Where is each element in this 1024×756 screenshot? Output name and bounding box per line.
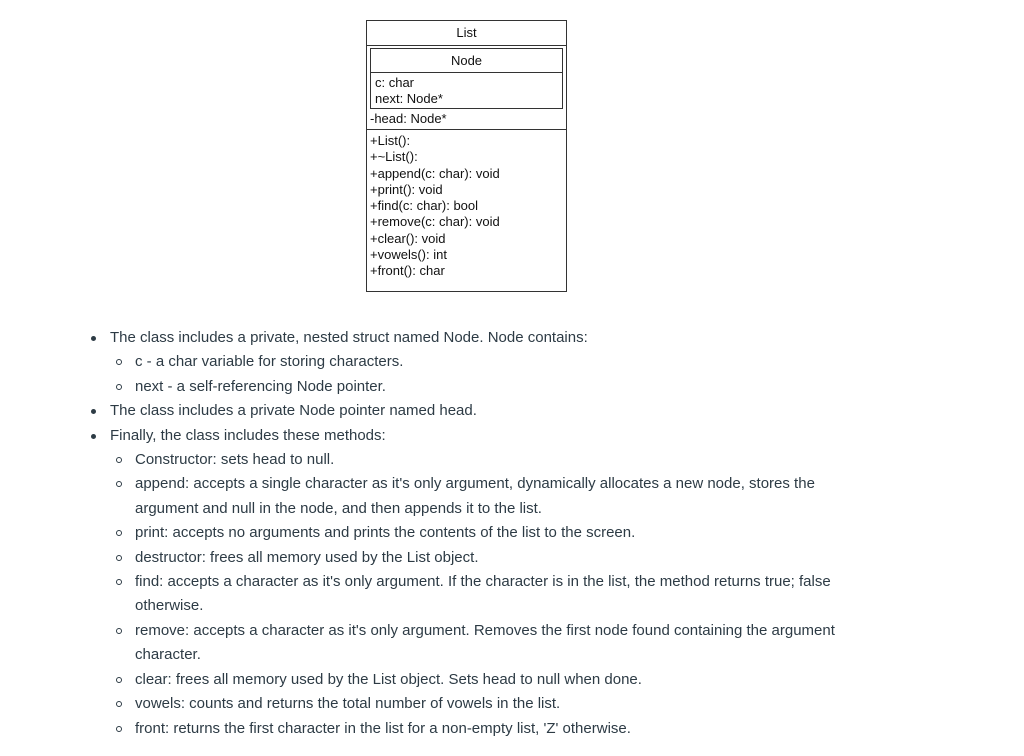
- sub-bullet: print: accepts no arguments and prints the contents of the list to the screen.: [0, 521, 1024, 545]
- nested-struct-box: [370, 48, 563, 109]
- sub-bullet: front: returns the first character in the list for a non-empty list, 'Z' otherwise.: [0, 717, 1024, 741]
- class-method: +print(): void: [370, 181, 443, 197]
- class-method: +clear(): void: [370, 230, 446, 246]
- sub-bullet: Constructor: sets head to null.: [0, 448, 1024, 472]
- class-method: +remove(c: char): void: [370, 214, 500, 230]
- class-attributes: [367, 109, 566, 130]
- class-method: +find(c: char): bool: [370, 198, 479, 214]
- class-attribute: -head: Node*: [370, 111, 447, 126]
- bullet-head-pointer: The class includes a private Node pointer named head.: [0, 399, 1024, 423]
- uml-class-diagram: [366, 20, 567, 292]
- class-method: +front(): char: [370, 263, 445, 279]
- class-methods: [367, 130, 566, 280]
- sub-bullet: c - a char variable for storing characters.: [0, 350, 1024, 374]
- bullet-methods: Finally, the class includes these methods:: [0, 424, 1024, 448]
- sub-bullet: append: accepts a single character as it's only argument, dynamically allocates a new node, stores the argument and null in the node, and then appends it to the list.: [0, 472, 1024, 521]
- nested-attribute: c: char: [375, 75, 415, 90]
- sub-bullet: destructor: frees all memory used by the List object.: [0, 546, 1024, 570]
- sub-bullet: remove: accepts a character as it's only argument. Removes the first node found containing the argument character.: [0, 619, 1024, 668]
- sub-bullet: clear: frees all memory used by the List object. Sets head to null when done.: [0, 668, 1024, 692]
- sub-bullet: next - a self-referencing Node pointer.: [0, 375, 1024, 399]
- nested-attribute: next: Node*: [375, 91, 443, 106]
- class-method: +vowels(): int: [370, 247, 447, 263]
- nested-struct-attributes: [371, 73, 562, 108]
- sub-bullet: vowels: counts and returns the total number of vowels in the list.: [0, 692, 1024, 716]
- sub-bullet: find: accepts a character as it's only argument. If the character is in the list, the method returns true; false otherwise.: [0, 570, 1024, 619]
- bullet-node-struct: The class includes a private, nested struct named Node. Node contains:: [0, 326, 1024, 350]
- class-method: +~List():: [370, 149, 418, 165]
- class-name: List: [367, 21, 566, 46]
- class-method: +append(c: char): void: [370, 165, 500, 181]
- requirements-list: [0, 326, 1024, 741]
- nested-struct-name: Node: [371, 49, 562, 73]
- class-method: +List():: [370, 133, 411, 148]
